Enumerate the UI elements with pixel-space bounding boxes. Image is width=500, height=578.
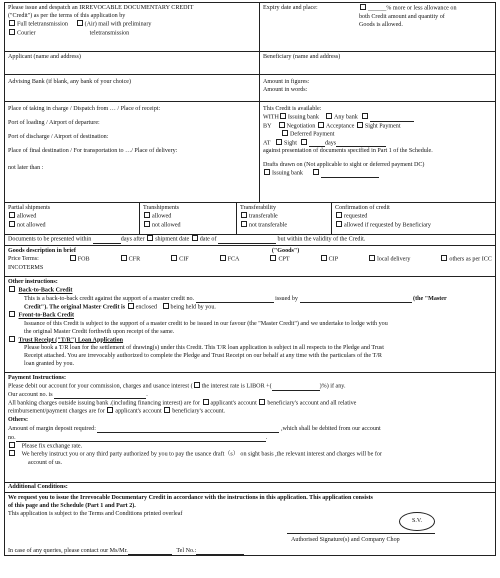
other-bank-checkbox[interactable] [362,113,368,119]
fob-checkbox[interactable] [70,255,76,261]
transferable-label: transferable [249,213,278,220]
trust-receipt-checkbox[interactable] [9,336,15,342]
charges-beneficiary-checkbox[interactable] [259,399,265,405]
allowance-text-3: Goods is allowed. [359,21,403,28]
drafts-issuing-bank-checkbox[interactable] [264,169,270,175]
issued-by-line[interactable] [300,296,412,303]
payment-text-1b: the interest rate is LIBOR +( [201,383,272,390]
issuing-bank-checkbox[interactable] [280,113,286,119]
any-bank-label: Any bank [333,114,358,121]
trans-allowed-label: allowed [152,213,172,220]
payment-text-3a: All banking charges outside issuing bank .(including financing interest) are for [8,400,200,407]
issue-text-1: Please issue and despatch an IRREVOCABLE DOCUMENTARY CREDIT [8,5,194,11]
shipping-places [5,102,260,202]
availability-title: This Credit is available: [263,106,322,112]
reimb-applicant-label: applicant's account [115,408,162,415]
acceptance-checkbox[interactable] [318,122,324,128]
place-of-receipt-field[interactable]: Place of taking in charge / Dispatch from … / Place of receipt: [8,106,161,112]
drafts-drawn-text: Drafts drawn on (Not applicable to sight or deferred payment DC) [263,162,425,169]
held-by-you-checkbox[interactable] [163,303,169,309]
queries-label: In case of any queries, please contact our Ms/Mr. [8,548,128,554]
partial-not-allowed-label: not allowed [17,222,46,229]
price-terms [8,255,492,264]
account-no-label: Our account no. is [8,391,53,398]
beneficiary-field[interactable]: Beneficiary (name and address) [263,54,341,60]
back-to-back-title: Back-to-Back Credit [18,287,73,294]
confirm-allowed-checkbox[interactable] [336,221,342,227]
goods-label: ("Goods") [271,248,300,254]
fca-checkbox[interactable] [220,255,226,261]
trans-not-allowed-checkbox[interactable] [144,221,150,227]
signature-line[interactable] [287,533,435,534]
presentation-text-b: days after [120,236,145,243]
margin-deposit-text: ,which shall be debited from our account [280,425,381,432]
charges-applicant-label: applicant's account [210,400,257,407]
applicant-field[interactable]: Applicant (name and address) [5,52,260,74]
cip-checkbox[interactable] [321,255,327,261]
front-to-back-title: Front-to-Back Credit [18,312,74,319]
sight-payment-checkbox[interactable] [357,122,363,128]
section-payment: Payment Instructions: Please debit our account for your commission, charges and usance interest ( the interest rate is LIBOR +( )%) if any. Our account no. is . All banking charges outside issuing bank .(including financing interest) are for applicant's account beneficiary's account and all relative reimbursement/payment charges are for applicant's account beneficiary's account. Others: Amount of margin deposit required: ,which shall be debited from our account no. . Please fix exchange rate. We hereby instruct you or any third party authorized by you to pay the usance draft（s） on sight basis ,the relevant interest and charges will be for account of us. [4,373,496,483]
cif-checkbox[interactable] [171,255,177,261]
reimb-applicant-checkbox[interactable] [107,407,113,413]
drafts-issuing-bank-label: Issuing bank [272,170,303,177]
libor-rate-line[interactable] [272,384,320,391]
tr-text-3: loan granted by you. [24,361,75,368]
cfr-label: CFR [128,256,141,263]
local-delivery-label: local delivery [377,256,411,263]
cpt-label: CPT [278,256,290,263]
enclosed-label: enclosed [135,304,157,311]
b2b-text-1: This is a back-to-back credit against the support of a master credit no. [24,295,195,302]
allowance-text-2: both Credit amount and quantity of [359,13,445,20]
transferability-title: Transferability [240,205,276,211]
section-issue [4,2,496,52]
master-credit-no-line[interactable] [196,296,274,303]
price-terms-label: Price Terms: [8,256,39,263]
transferability [237,203,332,234]
section-shipment-options [4,203,496,235]
section-shipping [4,102,496,203]
presentation-text-a: Documents to be presented within [8,236,92,243]
by-label: BY [263,123,272,130]
b2b-text-4: Credit"). The original Master Credit is [24,304,126,311]
transhipments [140,203,237,234]
signature-label: Authorised Signature(s) and Company Chop [291,537,400,543]
not-transferable-checkbox[interactable] [241,221,247,227]
account-no-line[interactable] [54,392,146,399]
trans-not-allowed-label: not allowed [152,222,181,229]
charges-beneficiary-label: beneficiary's account and all relative [267,400,357,407]
confirm-requested-label: requested [344,213,368,220]
date-of-checkbox[interactable] [192,235,198,241]
days-label: days [324,140,337,147]
expiry-label[interactable]: Expiry date and place: [263,5,318,11]
fob-label: FOB [77,256,90,263]
confirm-requested-checkbox[interactable] [336,212,342,218]
back-to-back-checkbox[interactable] [9,286,15,292]
section-documents-presentation [4,235,496,246]
days-line[interactable] [309,140,325,147]
libor-checkbox[interactable] [194,382,200,388]
any-bank-checkbox[interactable] [326,113,332,119]
sv-stamp: S.V. [399,512,435,531]
shipment-date-checkbox[interactable] [147,235,153,241]
confirm-allowed-label: allowed if requested by Beneficiary [344,222,431,229]
margin-account-line[interactable] [16,435,266,442]
local-delivery-checkbox[interactable] [369,255,375,261]
partial-shipments-title: Partial shipments [8,205,51,211]
section-additional [4,483,496,493]
shipment-date-label: shipment date [155,236,190,243]
trust-receipt-title: Trust Receipt ("T/R") Loan Application [18,337,124,344]
other-instructions-title: Other instructions: [8,279,58,285]
charges-applicant-checkbox[interactable] [203,399,209,405]
courier-checkbox[interactable] [9,29,15,35]
f2b-text-2: the original Master Credit forthwith upon receipt of the same. [24,328,175,335]
b2b-text-2: issued by [275,295,298,302]
airmail-checkbox[interactable] [77,20,83,26]
cfr-checkbox[interactable] [121,255,127,261]
terms-text: This application is subject to the Terms and Conditions printed overleaf [8,511,183,518]
goods-title: Goods description in brief [8,248,76,254]
date-of-label: date of [199,236,217,243]
payment-text-4a: reimbursement/payment charges are for [8,408,105,415]
negotiation-label: Negotiation [286,123,316,130]
negotiation-checkbox[interactable] [279,122,285,128]
courier-label: Courier [17,30,36,37]
not-transferable-label: not transferable [249,222,288,229]
cif-label: CIF [179,256,189,263]
payment-text-1c: )%) if any. [319,383,346,390]
fca-label: FCA [227,256,240,263]
request-text-1: We request you to issue the Irrevocable Documentary Credit in accordance with the instructions in this application. This application consists [8,495,373,501]
at-label: AT [263,140,271,147]
amount-words-field[interactable]: Amount in words: [263,87,308,94]
others-icc-label: others as per ICC [449,256,492,263]
section-parties [4,52,496,75]
teletransmission-label: teletransmission [89,30,130,37]
deferred-payment-checkbox[interactable] [282,130,288,136]
issue-instructions [5,3,260,51]
section-advising [4,75,496,102]
margin-deposit-label: Amount of margin deposit required: [8,425,96,432]
additional-conditions-title[interactable]: Additional Conditions: [8,484,68,490]
final-destination-field[interactable]: Place of final destination / For transportation to …/ Place of delivery: [8,148,178,155]
allowance-text: ______% more or less allowance on [368,5,457,12]
others-icc-checkbox[interactable] [441,255,447,261]
presentation-days-line[interactable] [93,238,121,244]
with-label: WITH [263,114,279,121]
usance-text-2: account of us. [28,459,63,466]
transhipments-title: Transhipments [143,205,180,211]
partial-not-allowed-checkbox[interactable] [9,221,15,227]
drafts-other-checkbox[interactable] [313,169,319,175]
full-teletransmission-label: Full teletransmission [17,21,68,28]
drafts-other-line[interactable] [321,171,379,178]
section-goods [4,246,496,277]
front-to-back-checkbox[interactable] [9,311,15,317]
other-bank-line[interactable] [370,115,414,122]
issuing-bank-label: Issuing bank [287,114,319,121]
section-request [4,493,496,556]
margin-deposit-line[interactable] [97,426,279,433]
confirmation-title: Confirmation of credit [335,205,390,211]
cip-label: CIP [328,256,339,263]
application-form [4,2,496,574]
fix-rate-label: Please fix exchange rate. [21,443,83,450]
payment-text-1a: Please debit our account for your commission, charges and usance interest ( [8,383,193,390]
advising-bank-field[interactable]: Advising Bank (if blank, any bank of your choice) [5,75,260,101]
deferred-payment-label: Deferred Payment [290,131,335,138]
transferable-checkbox[interactable] [241,212,247,218]
section-other-instructions [4,277,496,373]
contact-name-line[interactable] [128,548,172,555]
f2b-text-1: Issuance of this Credit is subject to the support of a master credit to be issued in our favour (the "Master Credit") and we undertake to lodge with you [24,320,388,327]
tel-line[interactable] [196,548,244,555]
usance-checkbox[interactable] [9,450,15,456]
margin-account-label: no. [8,434,16,441]
airmail-label: (Air) mail with preliminary [84,21,152,28]
b2b-text-3: (the "Master [413,295,447,302]
sight-payment-label: Sight Payment [364,123,401,130]
full-teletransmission-checkbox[interactable] [9,20,15,26]
latest-shipment-field[interactable]: not later than : [8,165,44,172]
incoterms-label: INCOTERMS [8,264,44,271]
partial-allowed-checkbox[interactable] [9,212,15,218]
acceptance-label: Acceptance [325,123,355,130]
partial-shipments [5,203,140,234]
others-title: Others: [8,416,28,423]
allowance-checkbox[interactable] [360,4,366,10]
payment-title: Payment Instructions: [8,375,67,381]
presentation-text-e: but within the validity of the Credit. [277,236,366,243]
goods-description [5,246,495,276]
confirmation [332,203,495,234]
availability [260,102,495,202]
cpt-checkbox[interactable] [270,255,276,261]
expiry-section [260,3,495,51]
port-of-discharge-field[interactable]: Port of discharge / Airport of destination: [8,134,109,141]
sight-checkbox[interactable] [276,139,282,145]
days-basis-line[interactable] [336,140,386,147]
enclosed-checkbox[interactable] [128,303,134,309]
reimb-beneficiary-label: beneficiary's account. [172,408,226,415]
days-checkbox[interactable] [301,139,307,145]
usance-text: We hereby instruct you or any third party authorized by you to pay the usance draft（s） on sight basis ,the relevant interest and charges will be for [21,451,382,458]
held-by-you-label: being held by you. [170,304,216,311]
sight-label: Sight [284,140,297,147]
trans-allowed-checkbox[interactable] [144,212,150,218]
request-text-2: of this page and the Schedule (Part 1 and Part 2). [8,503,136,510]
tr-text-1: Please book a T/R loan for the settlement of drawing(s) under this Credit. This T/R loan application is subject in all respects to the Pledge and Trust [24,345,384,352]
issue-text-2: ("Credit") as per the terms of this application by [8,13,126,20]
reimb-beneficiary-checkbox[interactable] [164,407,170,413]
date-of-line[interactable] [218,238,276,244]
tr-text-2: Receipt attached. You are irrevocably authorized to complete the Pledge and Trust Receipt on our behalf at any time with the particulars of the T/R [24,353,382,360]
partial-allowed-label: allowed [17,213,37,220]
amount-figures-field[interactable]: Amount in figures: [263,79,310,85]
tel-label: Tel No.: [176,548,197,554]
documents-presentation-text: against presentation of documents specified in Part 1 of the Schedule. [263,148,433,155]
port-of-loading-field[interactable]: Port of loading / Airport of departure: [8,120,100,127]
presentation-line [5,235,368,245]
fix-rate-checkbox[interactable] [9,442,15,448]
